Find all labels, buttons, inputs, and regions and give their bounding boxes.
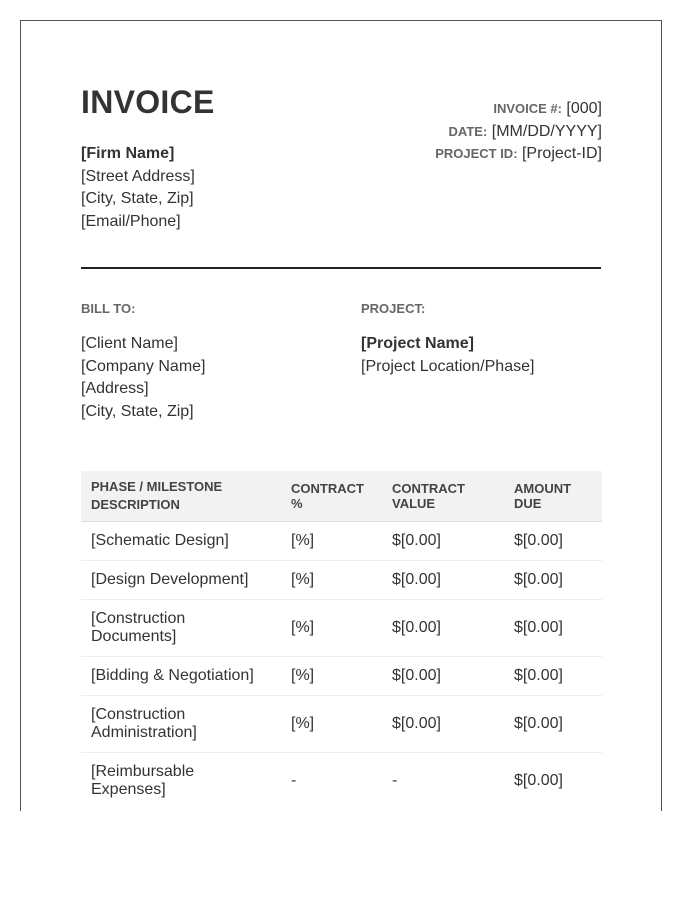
table-row bbox=[81, 753, 602, 809]
project-name: [Project Name] bbox=[361, 335, 474, 352]
milestone-table bbox=[81, 471, 602, 809]
row-description-line1: [Reimbursable bbox=[91, 763, 195, 780]
project-block bbox=[361, 333, 534, 378]
header-contract-percent bbox=[291, 481, 392, 511]
project-id-line bbox=[435, 143, 602, 166]
row-due: $[0.00] bbox=[514, 532, 563, 549]
header-amount-due bbox=[514, 481, 602, 511]
invoice-date-label: DATE: bbox=[448, 123, 488, 139]
row-description bbox=[81, 763, 291, 799]
table-row bbox=[81, 522, 602, 561]
firm-street: [Street Address] bbox=[81, 167, 195, 185]
header-value-line1: CONTRACT bbox=[392, 481, 465, 496]
row-value: $[0.00] bbox=[392, 667, 441, 684]
client-name: [Client Name] bbox=[81, 335, 178, 352]
row-description-line1: [Construction bbox=[91, 610, 186, 627]
row-description bbox=[81, 610, 291, 646]
invoice-number-line bbox=[435, 98, 602, 121]
row-due: $[0.00] bbox=[514, 715, 563, 732]
bill-to-block bbox=[81, 333, 206, 423]
firm-city: [City, State, Zip] bbox=[81, 190, 194, 207]
row-due: $[0.00] bbox=[514, 571, 563, 588]
project-label: PROJECT: bbox=[361, 301, 426, 316]
header-description-line2: DESCRIPTION bbox=[91, 497, 180, 512]
row-value: $[0.00] bbox=[392, 619, 441, 636]
header-value-line2: VALUE bbox=[392, 496, 436, 511]
row-value: - bbox=[392, 772, 398, 789]
invoice-page bbox=[20, 20, 662, 811]
header-percent-line2: % bbox=[291, 496, 303, 511]
header-contract-value bbox=[392, 481, 514, 511]
header-description-line1: PHASE / MILESTONE bbox=[91, 479, 223, 494]
row-description bbox=[81, 571, 291, 589]
header-due-line2: DUE bbox=[514, 496, 542, 511]
project-location: [Project Location/Phase] bbox=[361, 357, 535, 375]
invoice-date-value: [MM/DD/YYYY] bbox=[491, 122, 602, 140]
row-description-line1: [Bidding & Negotiation] bbox=[91, 667, 254, 684]
row-percent: [%] bbox=[291, 715, 315, 732]
row-percent: [%] bbox=[291, 571, 315, 588]
firm-name: [Firm Name] bbox=[81, 145, 175, 162]
invoice-number-label: INVOICE #: bbox=[493, 101, 562, 116]
client-address: [Address] bbox=[81, 380, 149, 397]
row-description-line2: Documents] bbox=[91, 628, 177, 645]
table-row bbox=[81, 696, 602, 753]
row-percent: [%] bbox=[291, 667, 315, 684]
row-value: $[0.00] bbox=[392, 571, 441, 588]
table-row bbox=[81, 561, 602, 600]
header-divider bbox=[81, 267, 601, 269]
row-percent: - bbox=[291, 772, 297, 789]
table-header bbox=[81, 471, 602, 522]
invoice-meta bbox=[435, 98, 602, 166]
row-description-line2: Expenses] bbox=[91, 781, 166, 798]
row-value: $[0.00] bbox=[392, 715, 441, 732]
project-id-label: PROJECT ID: bbox=[435, 146, 518, 161]
row-due: $[0.00] bbox=[514, 619, 563, 636]
row-due: $[0.00] bbox=[514, 772, 563, 789]
bill-to-label: BILL TO: bbox=[81, 301, 136, 316]
company-name: [Company Name] bbox=[81, 357, 206, 375]
client-city: [City, State, Zip] bbox=[81, 402, 194, 420]
table-row bbox=[81, 600, 602, 657]
row-description bbox=[81, 532, 291, 550]
header-percent-line1: CONTRACT bbox=[291, 481, 364, 496]
table-row bbox=[81, 657, 602, 696]
invoice-title: INVOICE bbox=[81, 84, 215, 120]
row-description bbox=[81, 667, 291, 685]
firm-info bbox=[81, 143, 195, 233]
row-due: $[0.00] bbox=[514, 667, 563, 684]
row-description-line2: Administration] bbox=[91, 724, 197, 741]
row-description-line1: [Schematic Design] bbox=[91, 532, 229, 549]
row-description-line1: [Design Development] bbox=[91, 571, 249, 588]
row-description bbox=[81, 706, 291, 742]
project-id-value: [Project-ID] bbox=[521, 145, 602, 162]
row-percent: [%] bbox=[291, 532, 315, 549]
header-description bbox=[81, 478, 291, 514]
invoice-date-line bbox=[435, 121, 602, 144]
invoice-number-value: [000] bbox=[566, 100, 602, 117]
header-due-line1: AMOUNT bbox=[514, 481, 572, 496]
row-description-line1: [Construction bbox=[91, 706, 186, 723]
row-percent: [%] bbox=[291, 619, 315, 636]
row-value: $[0.00] bbox=[392, 532, 441, 549]
firm-contact: [Email/Phone] bbox=[81, 212, 181, 230]
